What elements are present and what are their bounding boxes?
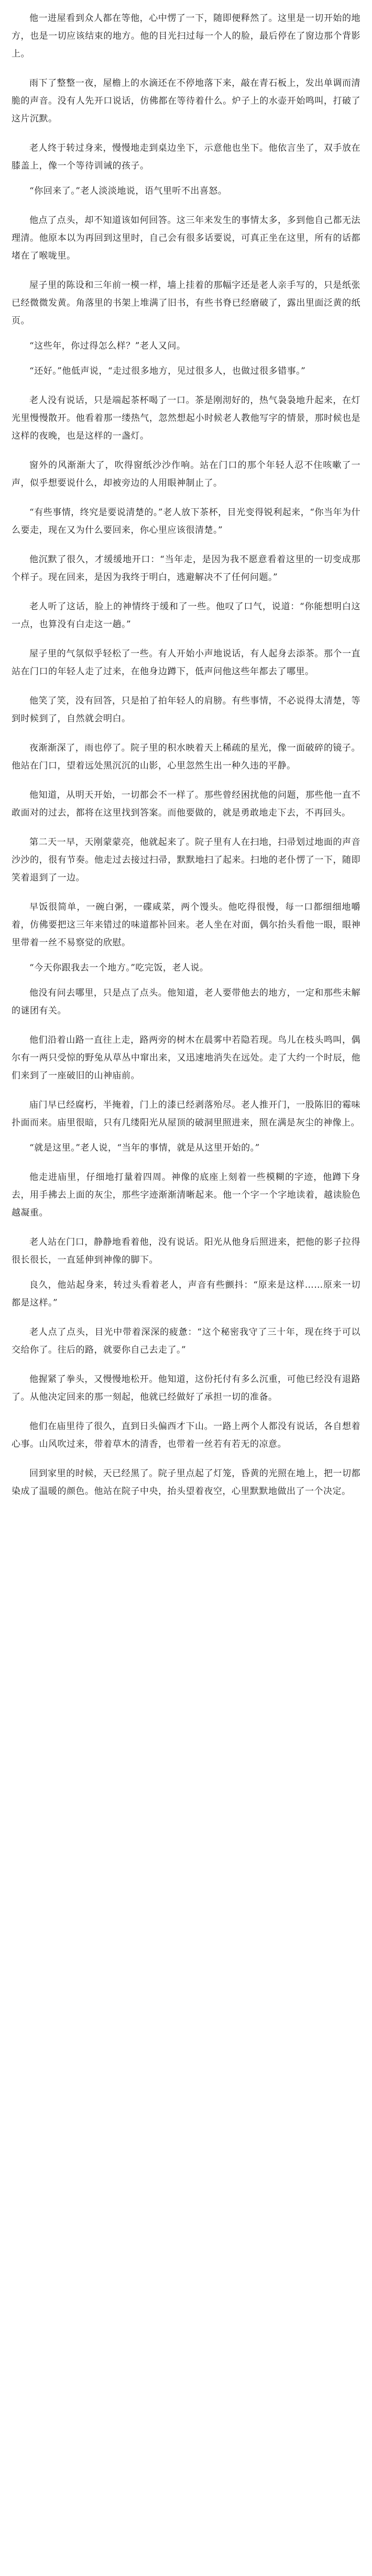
paragraph: “今天你跟我去一个地方。”吃完饭，老人说。 — [29, 963, 209, 973]
paragraph: 屋子里的陈设和三年前一模一样，墙上挂着的那幅字还是老人亲手写的，只是纸张已经微微发黄。角落里的书架上堆满了旧书，有些书脊已经磨破了，露出里面泛黄的纸页。 — [12, 280, 360, 326]
paragraph: 他走进庙里，仔细地打量着四周。神像的底座上刻着一些模糊的字迹，他蹲下身去，用手拂去上面的灰尘，那些字迹渐渐清晰起来。他一个字一个字地读着，越读脸色越凝重。 — [12, 1172, 360, 1218]
paragraph: 他知道，从明天开始，一切都会不一样了。那些曾经困扰他的问题，那些他一直不敢面对的过去，都将在这里找到答案。而他要做的，就是勇敢地走下去，不再回头。 — [12, 790, 360, 818]
paragraph: 他们在庙里待了很久，直到日头偏西才下山。一路上两个人都没有说话，各自想着心事。山风吹过来，带着草木的清香，也带着一丝若有若无的凉意。 — [12, 1421, 360, 1449]
paragraph: 老人点了点头，目光中带着深深的疲惫：“这个秘密我守了三十年，现在终于可以交给你了。往后的路，就要你自己去走了。” — [12, 1327, 360, 1355]
paragraph: 老人听了这话，脸上的神情终于缓和了一些。他叹了口气，说道：“你能想明白这一点，也算没有白走这一趟。” — [12, 601, 360, 630]
paragraph: 夜渐渐深了，雨也停了。院子里的积水映着天上稀疏的星光，像一面破碎的镜子。他站在门口，望着远处黑沉沉的山影，心里忽然生出一种久违的平静。 — [12, 743, 360, 771]
paragraph: 雨下了整整一夜，屋檐上的水滴还在不停地落下来，敲在青石板上，发出单调而清脆的声音。没有人先开口说话，仿佛都在等待着什么。炉子上的水壶开始鸣叫，打破了这片沉默。 — [12, 78, 360, 124]
paragraph: “还好。”他低声说，“走过很多地方，见过很多人，也做过很多错事。” — [29, 366, 306, 376]
paragraph: 回到家里的时候，天已经黑了。院子里点起了灯笼，昏黄的光照在地上，把一切都染成了温暖的颜色。他站在院子中央，抬头望着夜空，心里默默地做出了一个决定。 — [12, 1468, 360, 1497]
paragraph: 早饭很简单，一碗白粥，一碟咸菜，两个馒头。他吃得很慢，每一口都细细地嚼着，仿佛要把这三年来错过的味道都补回来。老人坐在对面，偶尔抬头看他一眼，眼神里带着一丝不易察觉的欣慰。 — [12, 902, 360, 948]
paragraph: 屋子里的气氛似乎轻松了一些。有人开始小声地说话，有人起身去添茶。那个一直站在门口的年轻人走了过来，在他身边蹲下，低声问他这些年都去了哪里。 — [12, 649, 360, 677]
paragraph: 他沉默了很久，才缓缓地开口：“当年走，是因为我不愿意看着这里的一切变成那个样子。现在回来，是因为我终于明白，逃避解决不了任何问题。” — [12, 554, 360, 583]
paragraph: 他握紧了拳头，又慢慢地松开。他知道，这份托付有多么沉重，可他已经没有退路了。从他决定回来的那一刻起，他就已经做好了承担一切的准备。 — [12, 1374, 360, 1402]
paragraph: 良久，他站起身来，转过头看着老人，声音有些颤抖：“原来是这样……原来一切都是这样。” — [12, 1280, 360, 1308]
paragraph: 他一进屋看到众人都在等他，心中愣了一下，随即便释然了。这里是一切开始的地方，也是一切应该结束的地方。他的目光扫过每一个人的脸，最后停在了窗边那个背影上。 — [12, 13, 360, 59]
paragraph: 老人没有说话，只是端起茶杯喝了一口。茶是刚沏好的，热气袅袅地升起来，在灯光里慢慢散开。他看着那一缕热气，忽然想起小时候老人教他写字的情景，那时候也是这样的夜晚，也是这样的一盏灯。 — [12, 395, 360, 441]
paragraph: “就是这里。”老人说，“当年的事情，就是从这里开始的。” — [29, 1143, 260, 1153]
paragraph: 老人站在门口，静静地看着他，没有说话。阳光从他身后照进来，把他的影子拉得很长很长，一直延伸到神像的脚下。 — [12, 1237, 360, 1265]
paragraph: 他没有问去哪里，只是点了点头。他知道，老人要带他去的地方，一定和那些未解的谜团有关。 — [12, 988, 360, 1016]
paragraph: “你回来了。”老人淡淡地说，语气里听不出喜怒。 — [29, 186, 227, 196]
paragraph: 他点了点头，却不知道该如何回答。这三年来发生的事情太多，多到他自己都无法理清。他原本以为再回到这里时，自己会有很多话要说，可真正坐在这里，所有的话都堵在了喉咙里。 — [12, 215, 360, 261]
paragraph: “这些年，你过得怎么样？”老人又问。 — [29, 341, 186, 351]
paragraph: 庙门早已经腐朽，半掩着，门上的漆已经剥落殆尽。老人推开门，一股陈旧的霉味扑面而来。庙里很暗，只有几缕阳光从屋顶的破洞里照进来，照在满是灰尘的神像上。 — [12, 1100, 360, 1128]
paragraph: “有些事情，终究是要说清楚的。”老人放下茶杯，目光变得锐利起来，“你当年为什么要走，现在又为什么要回来，你心里应该很清楚。” — [12, 507, 360, 536]
paragraph: 窗外的风渐渐大了，吹得窗纸沙沙作响。站在门口的那个年轻人忍不住咳嗽了一声，似乎想要说什么，却被旁边的人用眼神制止了。 — [12, 460, 360, 488]
paragraph: 老人终于转过身来，慢慢地走到桌边坐下，示意他也坐下。他依言坐了，双手放在膝盖上，像一个等待训诫的孩子。 — [12, 143, 360, 171]
paragraph: 第二天一早，天刚蒙蒙亮，他就起来了。院子里有人在扫地，扫帚划过地面的声音沙沙的，很有节奏。他走过去接过扫帚，默默地扫了起来。扫地的老仆愣了一下，随即笑着退到了一边。 — [12, 837, 360, 883]
paragraph: 他们沿着山路一直往上走，路两旁的树木在晨雾中若隐若现。鸟儿在枝头鸣叫，偶尔有一两只受惊的野兔从草丛中窜出来，又迅速地消失在远处。走了大约一个时辰，他们来到了一座破旧的山神庙前。 — [12, 1035, 360, 1081]
paragraph: 他笑了笑，没有回答，只是拍了拍年轻人的肩膀。有些事情，不必说得太清楚，等到时候到了，自然就会明白。 — [12, 696, 360, 724]
